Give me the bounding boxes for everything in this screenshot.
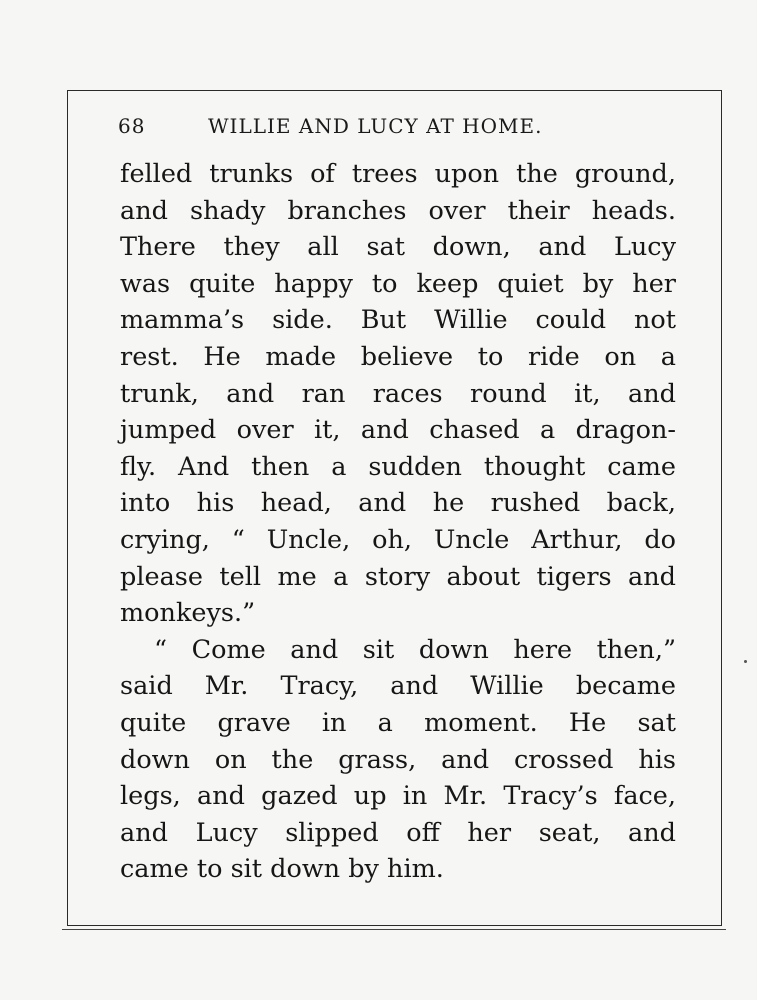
text-line: down on the grass, and crossed his [120,744,676,775]
text-line: said Mr. Tracy, and Willie became [120,671,676,702]
text-line: into his head, and he rushed back, [120,488,676,519]
text-line: please tell me a story about tigers and [120,561,676,592]
text-line: and Lucy slipped off her seat, and [120,817,676,848]
text-line: crying, “ Uncle, oh, Uncle Arthur, do [120,524,676,555]
paper-speck [744,660,747,663]
text-line: jumped over it, and chased a dragon- [120,415,676,446]
text-line: felled trunks of trees upon the ground, [120,159,676,189]
text-line: trunk, and ran races round it, and [120,378,676,409]
body-text [120,156,676,888]
text-line: rest. He made believe to ride on a [120,341,676,372]
text-line: There they all sat down, and Lucy [120,232,676,263]
text-line: came to sit down by him. [120,854,444,885]
bottom-rule [62,929,726,930]
text-line: monkeys.” [120,598,256,629]
text-line: mamma’s side. But Willie could not [120,305,676,336]
running-head [118,114,678,144]
text-line: fly. And then a sudden thought came [120,451,676,482]
text-line: quite grave in a moment. He sat [120,707,676,738]
text-line: legs, and gazed up in Mr. Tracy’s face, [120,781,676,812]
text-line: and shady branches over their heads. [120,195,676,226]
text-line: “ Come and sit down here then,” [154,634,676,665]
running-title: WILLIE AND LUCY AT HOME. [208,114,543,138]
text-line: was quite happy to keep quiet by her [120,268,676,299]
page-number: 68 [118,114,146,138]
